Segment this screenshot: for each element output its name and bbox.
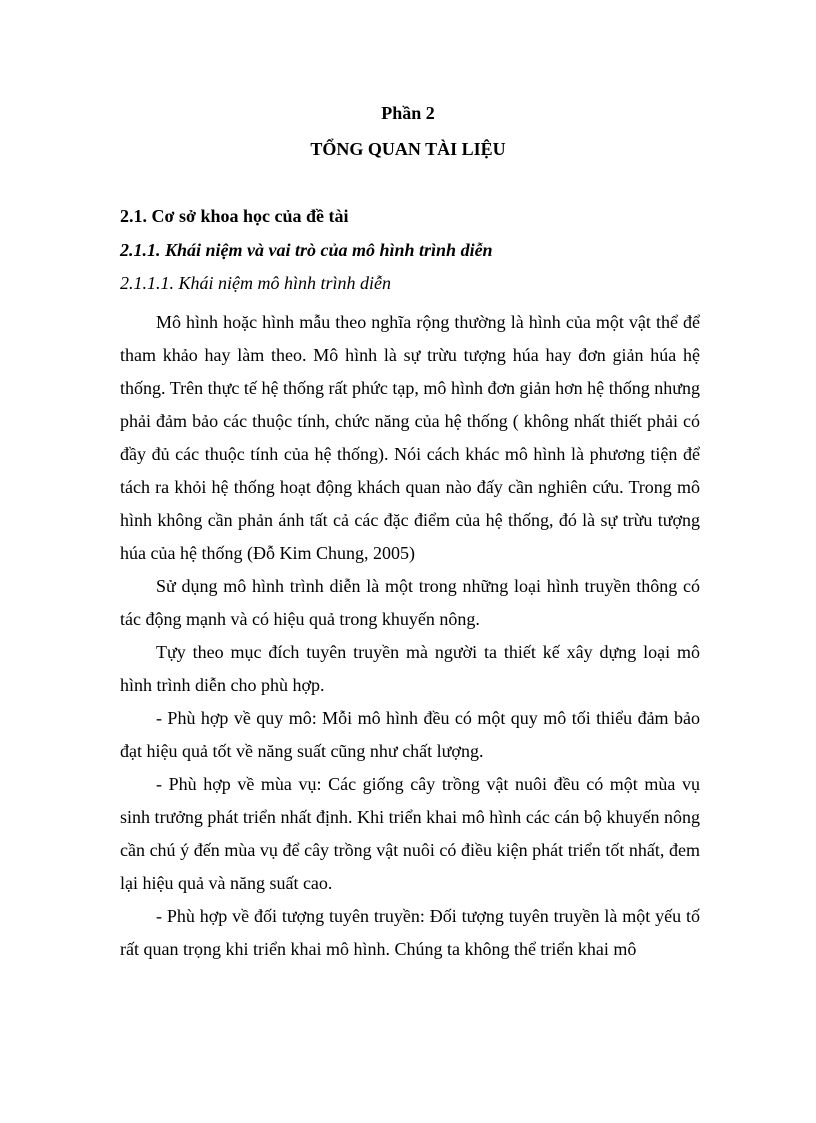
- part-title: Phần 2: [381, 103, 435, 123]
- body-text: [120, 306, 700, 966]
- paragraph-season: - Phù hợp về mùa vụ: Các giống cây trồng vật nuôi đều có một mùa vụ sinh trưởng phát triển nhất định. Khi triển khai mô hình các cán bộ khuyến nông cần chú ý đến mùa vụ để cây trồng vật nuôi có điều kiện phát triển tốt nhất, đem lại hiệu quả và năng suất cao.: [120, 774, 700, 893]
- chapter-title: TỔNG QUAN TÀI LIỆU: [310, 139, 506, 159]
- section-heading: 2.1. Cơ sở khoa học của đề tài: [120, 206, 349, 226]
- paragraph-audience: - Phù hợp về đối tượng tuyên truyền: Đối tượng tuyên truyền là một yếu tố rất quan trọng khi triển khai mô hình. Chúng ta không thể triển khai mô: [120, 906, 700, 959]
- subsection-heading: 2.1.1. Khái niệm và vai trò của mô hình trình diễn: [120, 240, 493, 260]
- paragraph-scale: - Phù hợp về quy mô: Mỗi mô hình đều có một quy mô tối thiểu đảm bảo đạt hiệu quả tốt về năng suất cũng như chất lượng.: [120, 708, 700, 761]
- paragraph-usage: Sử dụng mô hình trình diễn là một trong những loại hình truyền thông có tác động mạnh và có hiệu quả trong khuyến nông.: [120, 576, 700, 629]
- paragraph-definition: Mô hình hoặc hình mẫu theo nghĩa rộng thường là hình của một vật thể để tham khảo hay làm theo. Mô hình là sự trừu tượng húa hay đơn giản húa hệ thống. Trên thực tế hệ thống rất phức tạp, mô hình đơn giản hơn hệ thống nhưng phải đảm bảo các thuộc tính, chức năng của hệ thống ( không nhất thiết phải có đầy đủ các thuộc tính của hệ thống). Nói cách khác mô hình là phương tiện để tách ra khỏi hệ thống hoạt động khách quan nào đấy cần nghiên cứu. Trong mô hình không cần phản ánh tất cả các đặc điểm của hệ thống, đó là sự trừu tượng húa của hệ thống (Đỗ Kim Chung, 2005): [120, 312, 700, 563]
- subsubsection-heading: 2.1.1.1. Khái niệm mô hình trình diễn: [120, 273, 391, 293]
- paragraph-purpose: Tựy theo mục đích tuyên truyền mà người ta thiết kế xây dựng loại mô hình trình diễn cho phù hợp.: [120, 642, 700, 695]
